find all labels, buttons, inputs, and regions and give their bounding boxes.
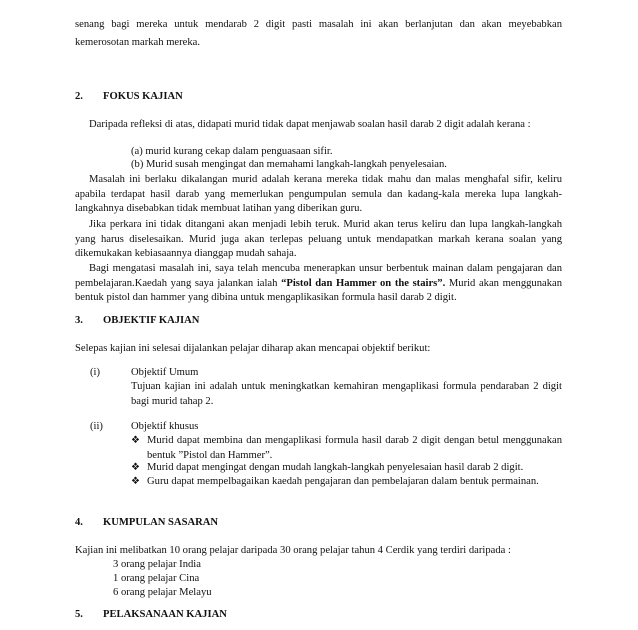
- section-number: 3.: [75, 315, 83, 326]
- paragraph-4-end: Murid akan menggunakan bentuk pistol dan hammer yang dibina untuk mengaplikasikan formula hasil darab 2 digit.: [75, 277, 563, 304]
- paragraph-4-start: Bagi mengatasi masalah ini, saya telah mencuba menerapkan unsur berbentuk mainan dalam pengajaran dan pembelajaran.Kaedah yang saya jalankan ialah: [75, 263, 562, 289]
- objective-i-text: Tujuan kajian ini adalah untuk meningkatkan kemahiran mengaplikasi formula pendaraban 2 digit bagi murid tahap 2.: [131, 381, 562, 407]
- diamond-bullet-icon: ❖: [131, 476, 140, 487]
- section-3-heading: [75, 314, 199, 329]
- diamond-bullet-icon: ❖: [131, 462, 140, 473]
- bullet-text: Guru dapat mempelbagaikan kaedah pengajaran dan pembelajaran dalam bentuk permainan.: [147, 476, 539, 487]
- section-number: 5.: [75, 609, 83, 620]
- intro-line-2: kemerosotan markah mereka.: [75, 37, 201, 48]
- section-2-paragraph-2: Masalah ini berlaku dikalangan murid adalah kerana mereka tidak mahu dan malas menghafal sifir, keliru apabila terdapat hasil darab yang memerlukan pengumpulan semula dan kadang-kala mereka lupa langkah-langkahnya disebabkan tidak membuat latihan yang diberikan guru.: [75, 174, 562, 215]
- section-title: PELAKSANAAN KAJIAN: [103, 609, 227, 620]
- section-number: 2.: [75, 91, 83, 102]
- section-title: FOKUS KAJIAN: [103, 91, 183, 102]
- objective-ii-title: Objektif khusus: [131, 421, 199, 432]
- target-group-item: 3 orang pelajar India: [113, 559, 201, 570]
- section-4-heading: [75, 516, 218, 531]
- target-group-intro: Kajian ini melibatkan 10 orang pelajar daripada 30 orang pelajar tahun 4 Cerdik yang terdiri daripada :: [75, 545, 511, 556]
- target-group-item: 6 orang pelajar Melayu: [113, 587, 212, 598]
- objective-bullet-2: [131, 461, 562, 476]
- reason-b: (b) Murid susah mengingat dan memahami langkah-langkah penyelesaian.: [131, 158, 447, 170]
- section-2-paragraph-3: Jika perkara ini tidak ditangani akan menjadi lebih teruk. Murid akan terus keliru dan lupa langkah-langkah yang harus diselesaikan. Murid juga akan terlepas peluang untuk mendapatkan markah kerana soalan yang dikemukakan kebiasaannya dianggap mudah sahaja.: [75, 219, 562, 260]
- section-2-paragraph-1: Daripada refleksi di atas, didapati murid tidak dapat menjawab soalan hasil darab 2 digit adalah kerana :: [89, 119, 531, 130]
- section-title: KUMPULAN SASARAN: [103, 517, 219, 528]
- bullet-text: Murid dapat membina dan mengaplikasi formula hasil darab 2 digit dengan betul menggunakan bentuk ”Pistol dan Hammer”.: [147, 435, 562, 461]
- method-name-quote: “Pistol dan Hammer on the stairs”.: [281, 277, 446, 289]
- section-2-paragraph-4: [75, 262, 562, 306]
- objective-bullet-3: [131, 475, 562, 490]
- intro-line-1: senang bagi mereka untuk mendarab 2 digit pasti masalah ini akan berlanjutan dan akan meyebabkan: [75, 19, 562, 30]
- section-title: OBJEKTIF KAJIAN: [103, 315, 200, 326]
- section-number: 4.: [75, 517, 83, 528]
- objective-i-title: Objektif Umum: [131, 367, 199, 378]
- bullet-text: Murid dapat mengingat dengan mudah langkah-langkah penyelesaian hasil darab 2 digit.: [147, 462, 524, 473]
- objective-ii-number: (ii): [90, 421, 103, 432]
- section-5-heading: [75, 608, 227, 623]
- reason-list: [131, 146, 561, 172]
- diamond-bullet-icon: ❖: [131, 435, 140, 446]
- reason-a: (a) murid kurang cekap dalam penguasaan sifir.: [131, 146, 333, 157]
- objective-intro: Selepas kajian ini selesai dijalankan pelajar diharap akan mencapai objektif berikut:: [75, 343, 431, 354]
- section-2-heading: [75, 90, 183, 105]
- objective-bullet-1: [131, 434, 562, 463]
- objective-i-number: (i): [90, 367, 100, 378]
- target-group-item: 1 orang pelajar Cina: [113, 573, 200, 584]
